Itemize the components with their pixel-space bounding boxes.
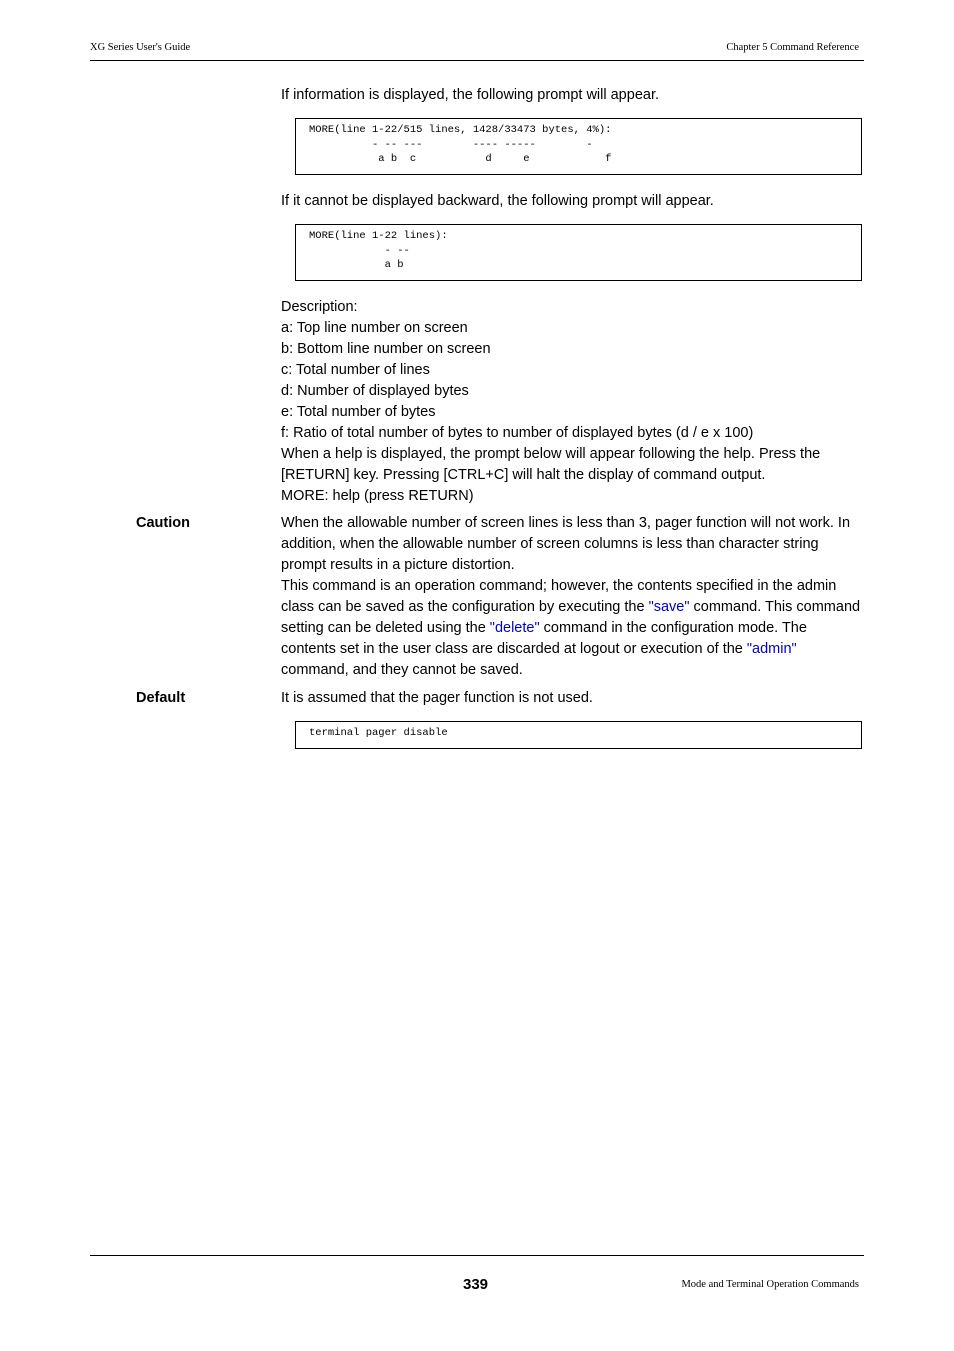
header-chapter-title: Chapter 5 Command Reference [726,42,859,53]
caution-section [281,513,864,681]
footer-section-title: Mode and Terminal Operation Commands [681,1279,859,1290]
description-item-f: f: Ratio of total number of bytes to number of displayed bytes (d / e x 100) [281,425,754,441]
more-help-prompt: MORE: help (press RETURN) [281,488,474,504]
description-section [281,297,864,507]
save-command-link[interactable]: "save" [648,599,690,615]
header-guide-title: XG Series User's Guide [90,42,191,53]
caution-text: command. This command setting can be deleted using the [281,599,861,636]
caution-text: command, and they cannot be saved. [281,662,523,678]
intro-text-2: If it cannot be displayed backward, the following prompt will appear. [281,193,714,209]
description-item-b: b: Bottom line number on screen [281,341,491,357]
page-number: 339 [463,1276,489,1293]
default-label: Default [136,690,186,706]
description-item-e: e: Total number of bytes [281,404,436,420]
code-line: terminal pager disable [309,727,448,739]
caution-paragraph-1: When the allowable number of screen lines is less than 3, pager function will not work. In addition, when the allowable number of screen columns is less than character string prompt results in a picture distortion. [281,515,851,573]
code-line: MORE(line 1-22 lines): [309,230,448,242]
code-line: - -- [309,244,410,257]
code-block-default [295,721,862,749]
code-block-more-prompt [295,118,862,175]
description-item-a: a: Top line number on screen [281,320,468,336]
delete-command-link[interactable]: "delete" [489,620,540,636]
caution-text: This command is an operation command; however, the contents specified in the admin class can be saved as the configuration by executing the [281,578,837,615]
caution-paragraph-2 [281,576,864,681]
code-line: MORE(line 1-22/515 lines, 1428/33473 bytes, 4%): [309,124,612,136]
caution-text: command in the configuration mode. The contents set in the user class are discarded at logout or execution of the [281,620,807,657]
help-note: When a help is displayed, the prompt below will appear following the help. Press the [RETURN] key. Pressing [CTRL+C] will halt the display of command output. [281,446,821,483]
code-line: a b c d e f [309,153,612,165]
default-text: It is assumed that the pager function is not used. [281,690,593,706]
caution-label: Caution [136,515,190,531]
description-heading: Description: [281,299,358,315]
footer-rule [90,1255,864,1256]
admin-command-link[interactable]: "admin" [746,641,797,657]
code-line: a b [309,259,404,271]
header-rule [90,60,864,61]
code-block-backward-prompt [295,224,862,281]
intro-text-1: If information is displayed, the following prompt will appear. [281,87,659,103]
code-line: - -- --- ---- ----- - [309,138,593,151]
description-item-d: d: Number of displayed bytes [281,383,469,399]
description-item-c: c: Total number of lines [281,362,430,378]
